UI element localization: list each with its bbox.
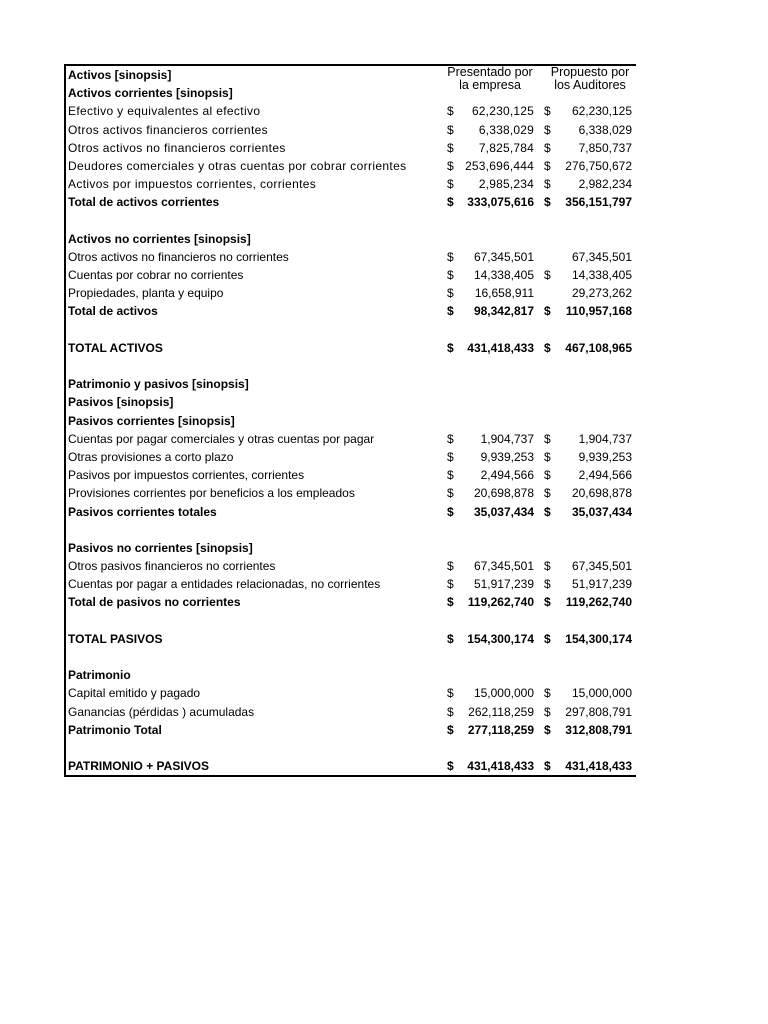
currency-auditors: $ — [544, 631, 551, 646]
row-label: Ganancias (pérdidas ) acumuladas — [68, 704, 255, 719]
value-auditors: 7,850,737 — [578, 140, 632, 155]
table-row — [66, 284, 636, 302]
value-company: 333,075,616 — [467, 195, 534, 210]
table-row — [66, 393, 636, 411]
currency-auditors: $ — [544, 340, 551, 355]
value-auditors: 312,808,791 — [565, 722, 632, 737]
currency-auditors: $ — [544, 504, 551, 519]
value-company: 35,037,434 — [473, 504, 534, 519]
currency-company: $ — [447, 304, 454, 319]
table-row — [66, 357, 636, 375]
value-auditors: 2,494,566 — [578, 468, 632, 483]
value-company: 51,917,239 — [473, 577, 534, 592]
row-label: Patrimonio — [68, 668, 131, 683]
table-row — [66, 612, 636, 630]
value-company: 431,418,433 — [467, 340, 534, 355]
currency-auditors: $ — [544, 559, 551, 574]
currency-company: $ — [447, 158, 454, 173]
value-company: 1,904,737 — [480, 431, 534, 446]
table-row — [66, 248, 636, 266]
value-auditors: 15,000,000 — [571, 686, 632, 701]
currency-auditors: $ — [544, 140, 551, 155]
value-company: 98,342,817 — [473, 304, 534, 319]
header-company-line1: Presentado por — [447, 65, 533, 79]
value-auditors: 431,418,433 — [565, 759, 632, 774]
row-label: TOTAL PASIVOS — [68, 631, 163, 646]
value-company: 262,118,259 — [468, 704, 534, 719]
value-auditors: 119,262,740 — [565, 595, 632, 610]
currency-company: $ — [447, 249, 454, 264]
table-row — [66, 739, 636, 757]
row-label: Otros pasivos financieros no corrientes — [68, 559, 276, 574]
value-auditors: 14,338,405 — [571, 268, 632, 283]
value-auditors: 29,273,262 — [571, 286, 632, 301]
currency-company: $ — [447, 177, 454, 192]
table-row — [66, 648, 636, 666]
currency-company: $ — [447, 286, 454, 301]
table-row — [66, 84, 636, 102]
row-label: Cuentas por cobrar no corrientes — [68, 268, 244, 283]
value-company: 20,698,878 — [473, 486, 534, 501]
row-label: Patrimonio Total — [68, 722, 162, 737]
table-row — [66, 575, 636, 593]
table-row — [66, 302, 636, 320]
table-row — [66, 66, 636, 84]
row-label: Patrimonio y pasivos [sinopsis] — [68, 377, 249, 392]
currency-auditors: $ — [544, 431, 551, 446]
table-row — [66, 321, 636, 339]
currency-company: $ — [447, 486, 454, 501]
table-row — [66, 721, 636, 739]
currency-auditors: $ — [544, 122, 551, 137]
table-row — [66, 193, 636, 211]
value-company: 2,985,234 — [478, 177, 534, 192]
balance-sheet-table — [64, 64, 636, 777]
row-label: TOTAL ACTIVOS — [68, 340, 163, 355]
table-row — [66, 157, 636, 175]
row-label: Pasivos corrientes totales — [68, 504, 217, 519]
row-label: Otros activos financieros corrientes — [68, 122, 269, 137]
value-company: 253,696,444 — [465, 158, 534, 173]
table-row — [66, 503, 636, 521]
table-row — [66, 212, 636, 230]
table-row — [66, 757, 636, 775]
row-label: Pasivos no corrientes [sinopsis] — [68, 540, 253, 555]
value-company: 431,418,433 — [467, 759, 534, 774]
value-auditors: 67,345,501 — [571, 559, 632, 574]
value-company: 9,939,253 — [480, 449, 534, 464]
value-company: 14,338,405 — [473, 268, 534, 283]
table-row — [66, 121, 636, 139]
value-auditors: 9,939,253 — [578, 449, 632, 464]
currency-company: $ — [447, 759, 454, 774]
currency-company: $ — [447, 468, 454, 483]
table-row — [66, 339, 636, 357]
row-label: Otras provisiones a corto plazo — [68, 449, 234, 464]
value-company: 154,300,174 — [467, 631, 534, 646]
table-body — [66, 66, 636, 775]
value-auditors: 51,917,239 — [571, 577, 632, 592]
row-label: Pasivos por impuestos corrientes, corrientes — [68, 468, 305, 483]
value-company: 119,262,740 — [467, 595, 534, 610]
value-auditors: 20,698,878 — [571, 486, 632, 501]
value-auditors: 2,982,234 — [578, 177, 632, 192]
value-auditors: 67,345,501 — [571, 249, 632, 264]
currency-auditors: $ — [544, 759, 551, 774]
table-row — [66, 703, 636, 721]
currency-company: $ — [447, 686, 454, 701]
currency-company: $ — [447, 722, 454, 737]
value-auditors: 6,338,029 — [578, 122, 632, 137]
currency-auditors: $ — [544, 158, 551, 173]
currency-company: $ — [447, 704, 454, 719]
table-row — [66, 484, 636, 502]
currency-company: $ — [447, 122, 454, 137]
row-label: Deudores comerciales y otras cuentas por cobrar corrientes — [68, 158, 407, 173]
table-row — [66, 175, 636, 193]
table-row — [66, 266, 636, 284]
row-label: Total de activos — [68, 304, 158, 319]
currency-auditors: $ — [544, 704, 551, 719]
table-row — [66, 102, 636, 120]
value-company: 62,230,125 — [471, 104, 534, 119]
currency-auditors: $ — [544, 486, 551, 501]
currency-auditors: $ — [544, 468, 551, 483]
value-auditors: 1,904,737 — [578, 431, 632, 446]
currency-auditors: $ — [544, 268, 551, 283]
currency-auditors: $ — [544, 177, 551, 192]
table-row — [66, 230, 636, 248]
row-label: Propiedades, planta y equipo — [68, 286, 224, 301]
value-company: 15,000,000 — [473, 686, 534, 701]
value-auditors: 297,808,791 — [565, 704, 632, 719]
table-row — [66, 539, 636, 557]
table-row — [66, 139, 636, 157]
value-auditors: 110,957,168 — [565, 304, 632, 319]
value-auditors: 467,108,965 — [565, 340, 632, 355]
table-row — [66, 375, 636, 393]
value-auditors: 356,151,797 — [565, 195, 632, 210]
table-row — [66, 412, 636, 430]
row-label: Activos [sinopsis] — [68, 68, 172, 82]
value-company: 277,118,259 — [467, 722, 534, 737]
currency-auditors: $ — [544, 722, 551, 737]
value-company: 67,345,501 — [473, 559, 534, 574]
currency-auditors: $ — [544, 104, 551, 119]
currency-company: $ — [447, 268, 454, 283]
row-label: Provisiones corrientes por beneficios a los empleados — [68, 486, 355, 501]
currency-company: $ — [447, 140, 454, 155]
currency-auditors: $ — [544, 449, 551, 464]
value-auditors: 35,037,434 — [571, 504, 632, 519]
row-label: Cuentas por pagar comerciales y otras cuentas por pagar — [68, 431, 375, 446]
value-company: 16,658,911 — [474, 286, 534, 301]
currency-auditors: $ — [544, 195, 551, 210]
header-auditors-line2: los Auditores — [554, 78, 626, 92]
currency-company: $ — [447, 195, 454, 210]
currency-auditors: $ — [544, 577, 551, 592]
header-company-line2: la empresa — [459, 78, 521, 92]
row-label: Pasivos [sinopsis] — [68, 395, 174, 410]
currency-company: $ — [447, 559, 454, 574]
currency-company: $ — [447, 449, 454, 464]
row-label: Otros activos no financieros no corrientes — [68, 249, 289, 264]
row-label: Otros activos no financieros corrientes — [68, 140, 286, 155]
table-row — [66, 684, 636, 702]
value-auditors: 154,300,174 — [565, 631, 632, 646]
currency-auditors: $ — [544, 595, 551, 610]
row-label: Capital emitido y pagado — [68, 686, 201, 701]
currency-company: $ — [447, 340, 454, 355]
value-company: 7,825,784 — [478, 140, 534, 155]
row-label: Total de activos corrientes — [68, 195, 220, 210]
currency-company: $ — [447, 104, 454, 119]
row-label: Activos por impuestos corrientes, corrientes — [68, 177, 317, 192]
table-row — [66, 466, 636, 484]
row-label: Total de pasivos no corrientes — [68, 595, 241, 610]
value-company: 6,338,029 — [478, 122, 534, 137]
table-row — [66, 593, 636, 611]
currency-auditors: $ — [544, 686, 551, 701]
value-auditors: 276,750,672 — [565, 158, 632, 173]
header-auditors-line1: Propuesto por — [550, 65, 630, 79]
table-row — [66, 666, 636, 684]
row-label: Activos corrientes [sinopsis] — [68, 86, 233, 101]
value-auditors: 62,230,125 — [571, 104, 632, 119]
currency-company: $ — [447, 631, 454, 646]
table-row — [66, 557, 636, 575]
currency-company: $ — [447, 577, 454, 592]
currency-company: $ — [447, 431, 454, 446]
row-label: Efectivo y equivalentes al efectivo — [68, 104, 261, 119]
value-company: 2,494,566 — [480, 468, 534, 483]
table-row — [66, 448, 636, 466]
currency-auditors: $ — [544, 304, 551, 319]
row-label: Activos no corrientes [sinopsis] — [68, 231, 251, 246]
currency-company: $ — [447, 504, 454, 519]
table-row — [66, 630, 636, 648]
currency-company: $ — [447, 595, 454, 610]
row-label: Pasivos corrientes [sinopsis] — [68, 413, 235, 428]
table-row — [66, 430, 636, 448]
row-label: PATRIMONIO + PASIVOS — [68, 759, 210, 774]
table-row — [66, 521, 636, 539]
value-company: 67,345,501 — [473, 249, 534, 264]
row-label: Cuentas por pagar a entidades relacionadas, no corrientes — [68, 577, 381, 592]
